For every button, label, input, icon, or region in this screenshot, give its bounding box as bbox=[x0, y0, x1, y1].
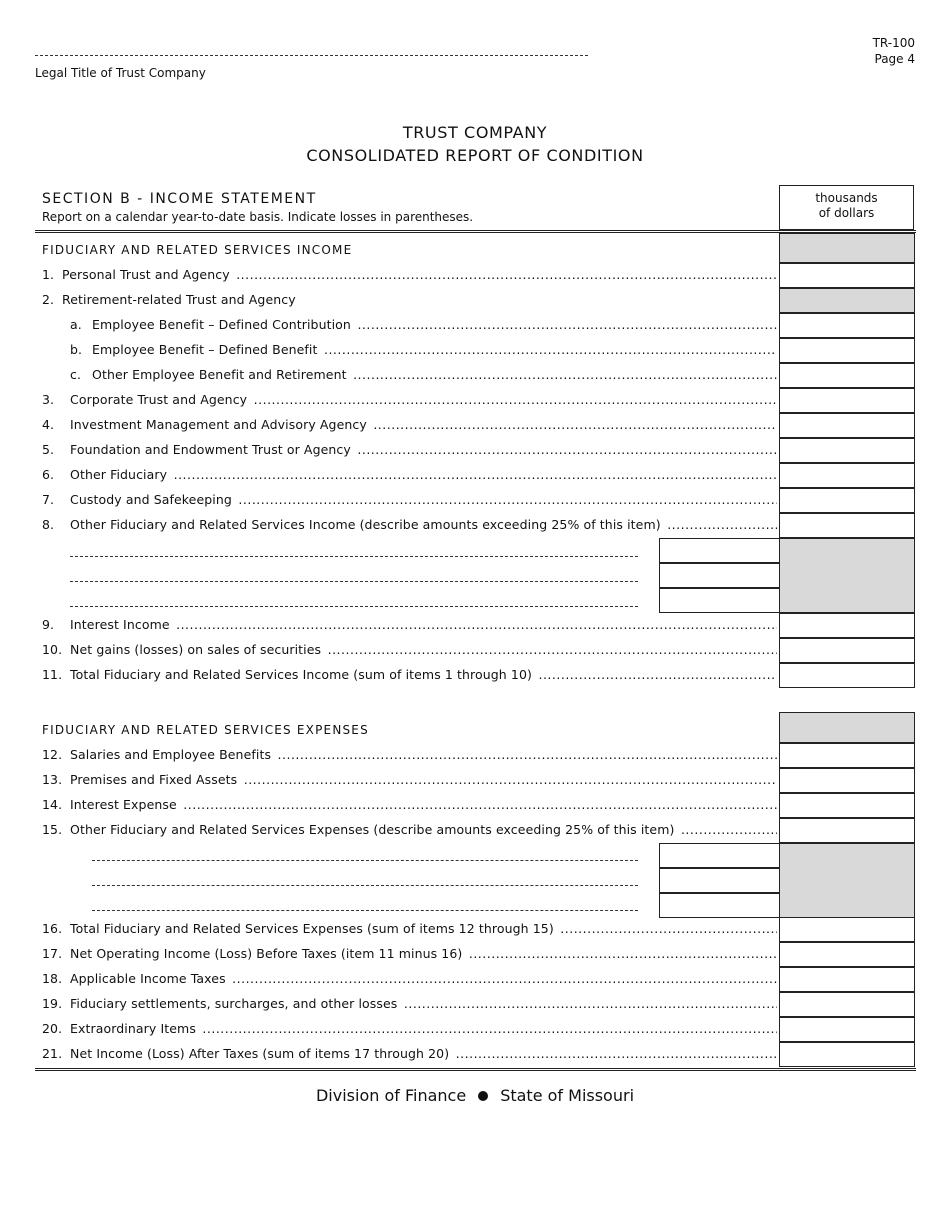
item-number: 2. bbox=[42, 292, 55, 307]
item-number: 5. bbox=[42, 442, 55, 457]
legal-title-label: Legal Title of Trust Company bbox=[35, 66, 206, 80]
item-number: 3. bbox=[42, 392, 55, 407]
item-label: Employee Benefit – Defined Benefit bbox=[92, 342, 318, 357]
table-row bbox=[0, 942, 950, 967]
item-label: Other Fiduciary and Related Services Expenses (describe amounts exceeding 25% of this item) bbox=[70, 822, 675, 837]
amount-input-5[interactable] bbox=[779, 438, 915, 463]
section-instructions: Report on a calendar year-to-date basis. Indicate losses in parentheses. bbox=[42, 210, 474, 224]
describe-amount-input[interactable] bbox=[659, 843, 780, 868]
item-label: Retirement-related Trust and Agency bbox=[62, 292, 296, 307]
column-header-units: thousands bbox=[815, 191, 878, 205]
amount-input-17[interactable] bbox=[779, 942, 915, 967]
item-label: Net Operating Income (Loss) Before Taxes (item 11 minus 16) bbox=[70, 946, 463, 961]
amount-input-16[interactable] bbox=[779, 917, 915, 942]
amount-input-15[interactable] bbox=[779, 818, 915, 843]
describe-line-input[interactable] bbox=[92, 860, 638, 861]
item-number: 21. bbox=[42, 1046, 63, 1061]
item-number: b. bbox=[70, 342, 83, 357]
item-number: 4. bbox=[42, 417, 55, 432]
item-label: Custody and Safekeeping bbox=[70, 492, 232, 507]
item-number: 12. bbox=[42, 747, 63, 762]
amount-input-18[interactable] bbox=[779, 967, 915, 992]
table-row bbox=[0, 388, 950, 413]
amount-input-3[interactable] bbox=[779, 388, 915, 413]
item-number: 8. bbox=[42, 517, 55, 532]
table-row bbox=[0, 263, 950, 288]
table-row bbox=[0, 1042, 950, 1067]
table-row bbox=[0, 363, 950, 388]
section-title: SECTION B - INCOME STATEMENT bbox=[42, 191, 317, 207]
item-label: Other Fiduciary bbox=[70, 467, 168, 482]
table-row bbox=[0, 967, 950, 992]
item-number: 11. bbox=[42, 667, 63, 682]
table-row bbox=[0, 288, 950, 313]
table-row bbox=[0, 513, 950, 538]
divider bbox=[35, 230, 916, 231]
item-label: Personal Trust and Agency bbox=[62, 267, 230, 282]
item-label: Net Income (Loss) After Taxes (sum of items 17 through 20) bbox=[70, 1046, 450, 1061]
describe-line-input[interactable] bbox=[70, 581, 638, 582]
item-label: Total Fiduciary and Related Services Income (sum of items 1 through 10) bbox=[70, 667, 532, 682]
describe-amount-input[interactable] bbox=[659, 868, 780, 893]
table-row bbox=[0, 793, 950, 818]
table-row bbox=[0, 413, 950, 438]
item-number: 14. bbox=[42, 797, 63, 812]
item-label: Total Fiduciary and Related Services Expenses (sum of items 12 through 15) bbox=[70, 921, 554, 936]
income-category-title: FIDUCIARY AND RELATED SERVICES INCOME bbox=[42, 243, 353, 257]
describe-amount-input[interactable] bbox=[659, 588, 780, 613]
column-header-units-2: of dollars bbox=[818, 206, 875, 220]
describe-line-input[interactable] bbox=[92, 885, 638, 886]
amount-input-21[interactable] bbox=[779, 1042, 915, 1067]
item-label: Investment Management and Advisory Agency bbox=[70, 417, 367, 432]
item-number: c. bbox=[70, 367, 82, 382]
table-row bbox=[0, 438, 950, 463]
table-row bbox=[0, 663, 950, 688]
shaded-cell bbox=[779, 843, 915, 918]
item-number: 19. bbox=[42, 996, 63, 1011]
item-label: Applicable Income Taxes bbox=[70, 971, 226, 986]
describe-line-input[interactable] bbox=[70, 556, 638, 557]
footer-state: State of Missouri bbox=[500, 1086, 635, 1105]
table-row bbox=[0, 463, 950, 488]
item-label: Fiduciary settlements, surcharges, and other losses bbox=[70, 996, 398, 1011]
amount-input-8[interactable] bbox=[779, 513, 915, 538]
item-number: 1. bbox=[42, 267, 55, 282]
item-label: Foundation and Endowment Trust or Agency bbox=[70, 442, 351, 457]
table-row bbox=[0, 313, 950, 338]
form-code: TR-100 bbox=[872, 36, 915, 50]
table-row bbox=[0, 743, 950, 768]
item-number: 15. bbox=[42, 822, 63, 837]
describe-amount-input[interactable] bbox=[659, 538, 780, 563]
item-number: 20. bbox=[42, 1021, 63, 1036]
amount-input-2a[interactable] bbox=[779, 313, 915, 338]
item-label: Net gains (losses) on sales of securities bbox=[70, 642, 322, 657]
shaded-cell bbox=[779, 288, 915, 313]
amount-input-9[interactable] bbox=[779, 613, 915, 638]
amount-input-7[interactable] bbox=[779, 488, 915, 513]
amount-input-1[interactable] bbox=[779, 263, 915, 288]
amount-input-2b[interactable] bbox=[779, 338, 915, 363]
item-number: 10. bbox=[42, 642, 63, 657]
item-label: Extraordinary Items bbox=[70, 1021, 196, 1036]
shaded-cell bbox=[779, 712, 915, 743]
item-label: Premises and Fixed Assets bbox=[70, 772, 238, 787]
item-label: Other Fiduciary and Related Services Income (describe amounts exceeding 25% of this item) bbox=[70, 517, 661, 532]
item-label: Interest Expense bbox=[70, 797, 177, 812]
amount-input-20[interactable] bbox=[779, 1017, 915, 1042]
describe-amount-input[interactable] bbox=[659, 893, 780, 918]
shaded-cell bbox=[779, 538, 915, 613]
item-number: 13. bbox=[42, 772, 63, 787]
bullet-icon bbox=[478, 1091, 488, 1101]
divider bbox=[35, 1068, 916, 1069]
amount-input-10[interactable] bbox=[779, 638, 915, 663]
table-row bbox=[0, 992, 950, 1017]
item-number: 7. bbox=[42, 492, 55, 507]
amount-input-19[interactable] bbox=[779, 992, 915, 1017]
expenses-category-title: FIDUCIARY AND RELATED SERVICES EXPENSES bbox=[42, 723, 369, 737]
table-row bbox=[0, 818, 950, 843]
item-label: Interest Income bbox=[70, 617, 170, 632]
footer bbox=[0, 1086, 950, 1105]
column-header bbox=[779, 185, 914, 230]
legal-title-input[interactable] bbox=[35, 55, 588, 56]
form-id bbox=[873, 35, 915, 67]
shaded-cell bbox=[779, 233, 915, 263]
describe-line-input[interactable] bbox=[70, 606, 638, 607]
item-number: 17. bbox=[42, 946, 63, 961]
amount-input-14[interactable] bbox=[779, 793, 915, 818]
table-row bbox=[0, 338, 950, 363]
table-row bbox=[0, 638, 950, 663]
item-label: Other Employee Benefit and Retirement bbox=[92, 367, 347, 382]
amount-input-2c[interactable] bbox=[779, 363, 915, 388]
page-subtitle: CONSOLIDATED REPORT OF CONDITION bbox=[306, 146, 644, 165]
amount-input-12[interactable] bbox=[779, 743, 915, 768]
amount-input-6[interactable] bbox=[779, 463, 915, 488]
amount-input-4[interactable] bbox=[779, 413, 915, 438]
page-title: TRUST COMPANY bbox=[402, 123, 548, 142]
table-row bbox=[0, 1017, 950, 1042]
item-number: 9. bbox=[42, 617, 55, 632]
item-number: a. bbox=[70, 317, 82, 332]
item-number: 16. bbox=[42, 921, 63, 936]
describe-line-input[interactable] bbox=[92, 910, 638, 911]
item-number: 6. bbox=[42, 467, 55, 482]
item-label: Salaries and Employee Benefits bbox=[70, 747, 272, 762]
amount-input-11[interactable] bbox=[779, 663, 915, 688]
table-row bbox=[0, 613, 950, 638]
describe-amount-input[interactable] bbox=[659, 563, 780, 588]
table-row bbox=[0, 917, 950, 942]
table-row bbox=[0, 488, 950, 513]
amount-input-13[interactable] bbox=[779, 768, 915, 793]
item-label: Employee Benefit – Defined Contribution bbox=[92, 317, 351, 332]
item-number: 18. bbox=[42, 971, 63, 986]
item-label: Corporate Trust and Agency bbox=[70, 392, 248, 407]
divider bbox=[35, 1070, 916, 1071]
footer-division: Division of Finance bbox=[315, 1086, 467, 1105]
page-number: Page 4 bbox=[874, 52, 915, 66]
table-row bbox=[0, 768, 950, 793]
